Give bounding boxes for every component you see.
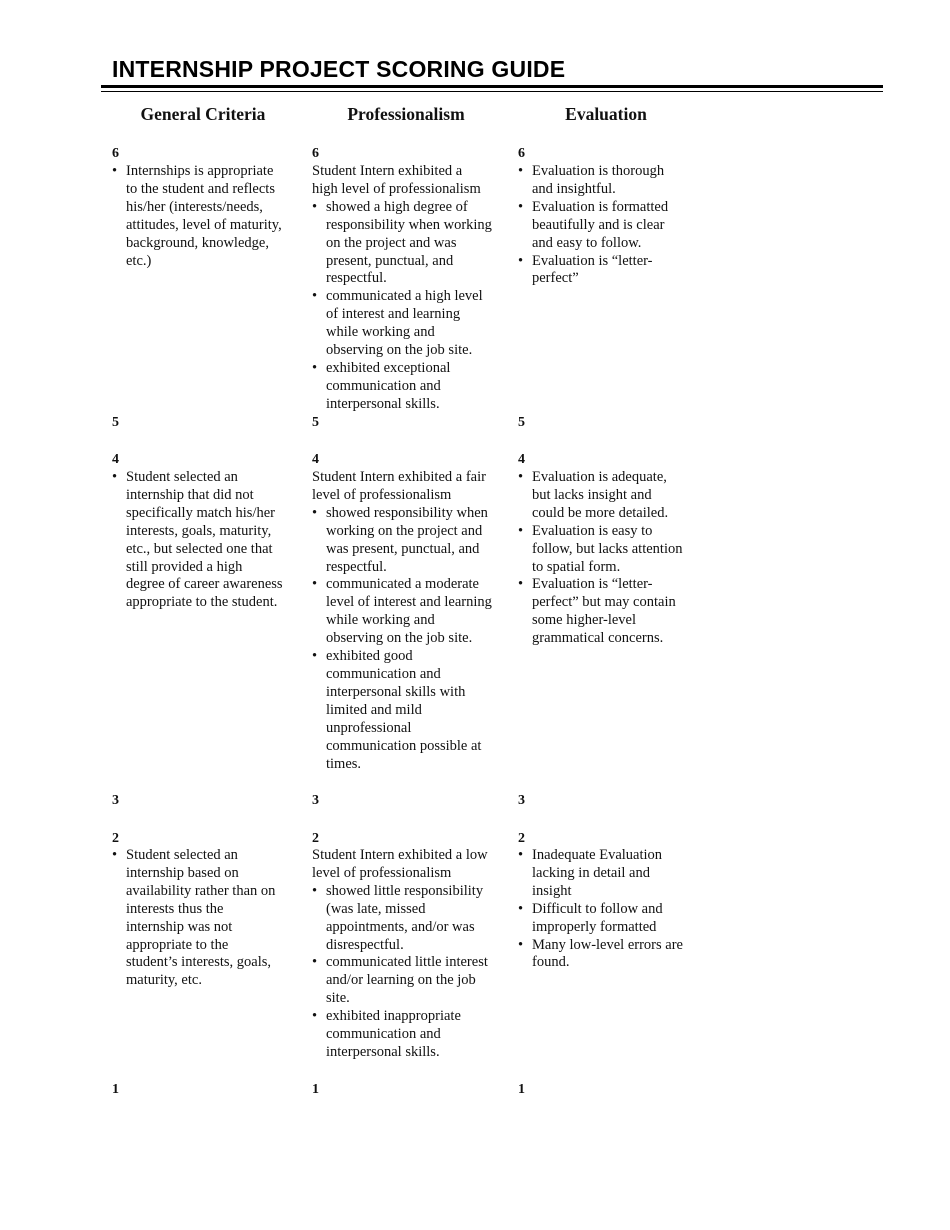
text-line: could be more detailed. xyxy=(532,504,669,521)
text-line: etc., but selected one that xyxy=(126,540,273,557)
text-line: Evaluation is “letter- xyxy=(532,576,653,593)
bullet-icon: • xyxy=(518,198,524,215)
text-line: appropriate to the student. xyxy=(126,594,278,611)
score-label: 3 xyxy=(518,793,525,808)
text-line: disrespectful. xyxy=(326,936,404,953)
text-line: perfect” xyxy=(532,270,579,287)
evaluation-score-2 xyxy=(518,847,708,972)
text-line: interpersonal skills. xyxy=(326,1043,440,1060)
bullet-item xyxy=(518,901,708,937)
bullet-icon: • xyxy=(312,648,318,665)
score-label: 6 xyxy=(312,146,319,161)
text-line: respectful. xyxy=(326,558,387,575)
score-label: 5 xyxy=(518,415,525,430)
bullet-icon: • xyxy=(312,198,318,215)
bullet-item xyxy=(518,937,708,973)
score-label: 1 xyxy=(518,1082,525,1097)
criteria-intro xyxy=(312,847,512,883)
bullet-item xyxy=(312,883,512,955)
text-line: site. xyxy=(326,990,350,1007)
text-line: Difficult to follow and xyxy=(532,900,663,917)
bullet-item xyxy=(112,163,308,270)
text-line: Student Intern exhibited a fair xyxy=(312,469,486,485)
bullet-text xyxy=(326,360,512,414)
bullet-text xyxy=(326,576,512,648)
text-line: observing on the job site. xyxy=(326,630,473,647)
text-line: while working and xyxy=(326,324,435,341)
text-line: Many low-level errors are xyxy=(532,936,683,953)
bullet-icon: • xyxy=(518,900,524,917)
text-line: communication and xyxy=(326,377,441,394)
bullet-item xyxy=(312,648,512,773)
text-line: Student selected an xyxy=(126,847,238,863)
bullet-text xyxy=(326,954,512,1008)
text-line: internship was not xyxy=(126,918,233,935)
bullet-list xyxy=(518,163,708,288)
bullet-list xyxy=(518,847,708,972)
bullet-text xyxy=(326,648,512,773)
text-line: interpersonal skills. xyxy=(326,395,440,412)
bullet-text xyxy=(532,523,708,577)
score-label: 4 xyxy=(518,452,525,467)
general-criteria-score-4 xyxy=(112,469,308,612)
text-line: appropriate to the xyxy=(126,936,229,953)
score-label: 1 xyxy=(112,1082,119,1097)
bullet-list xyxy=(312,199,512,414)
bullet-icon: • xyxy=(312,504,318,521)
bullet-icon: • xyxy=(518,936,524,953)
text-line: respectful. xyxy=(326,270,387,287)
text-line: grammatical concerns. xyxy=(532,630,664,647)
text-line: Evaluation is “letter- xyxy=(532,252,653,269)
text-line: interests, goals, maturity, xyxy=(126,522,272,539)
score-label: 6 xyxy=(518,146,525,161)
score-label: 4 xyxy=(112,452,119,467)
bullet-item xyxy=(312,576,512,648)
bullet-text xyxy=(126,163,308,270)
general-criteria-score-2 xyxy=(112,847,308,990)
bullet-item xyxy=(312,199,512,289)
text-line: lacking in detail and xyxy=(532,864,650,881)
text-line: Evaluation is thorough xyxy=(532,163,665,179)
text-line: to the student and reflects xyxy=(126,180,275,197)
text-line: internship based on xyxy=(126,864,239,881)
bullet-icon: • xyxy=(518,469,524,485)
text-line: attitudes, level of maturity, xyxy=(126,216,282,233)
text-line: observing on the job site. xyxy=(326,342,473,359)
bullet-text xyxy=(532,469,708,523)
bullet-text xyxy=(532,163,708,199)
bullet-icon: • xyxy=(518,522,524,539)
text-line: times. xyxy=(326,755,362,772)
bullet-item xyxy=(112,469,308,612)
bullet-text xyxy=(532,576,708,648)
text-line: interpersonal skills with xyxy=(326,683,466,700)
text-line: student’s interests, goals, xyxy=(126,954,271,971)
column-header-evaluation: Evaluation xyxy=(565,104,647,124)
bullet-item xyxy=(518,576,708,648)
bullet-text xyxy=(126,469,308,612)
bullet-icon: • xyxy=(312,954,318,971)
bullet-item xyxy=(312,1008,512,1062)
text-line: communication and xyxy=(326,665,441,682)
text-line: unprofessional xyxy=(326,719,412,736)
bullet-icon: • xyxy=(112,469,118,485)
bullet-item xyxy=(112,847,308,990)
text-line: follow, but lacks attention xyxy=(532,540,683,557)
criteria-intro xyxy=(312,163,512,199)
bullet-text xyxy=(532,937,708,973)
bullet-item xyxy=(312,954,512,1008)
bullet-list xyxy=(312,505,512,774)
text-line: showed a high degree of xyxy=(326,198,468,215)
text-line: Student Intern exhibited a low xyxy=(312,847,488,863)
bullet-item xyxy=(312,360,512,414)
text-line: and/or learning on the job xyxy=(326,972,476,989)
text-line: while working and xyxy=(326,612,435,629)
score-label: 5 xyxy=(312,415,319,430)
text-line: insight xyxy=(532,882,572,899)
title-underline-thin xyxy=(101,91,883,92)
column-header-general-criteria: General Criteria xyxy=(140,104,266,124)
bullet-text xyxy=(326,1008,512,1062)
bullet-icon: • xyxy=(312,288,318,305)
title-underline-thick xyxy=(101,85,883,88)
text-line: limited and mild xyxy=(326,701,422,718)
text-line: Internships is appropriate xyxy=(126,163,274,179)
text-line: exhibited inappropriate xyxy=(326,1008,461,1025)
text-line: Student Intern exhibited a xyxy=(312,163,463,179)
bullet-text xyxy=(532,199,708,253)
bullet-text xyxy=(532,901,708,937)
bullet-icon: • xyxy=(312,882,318,899)
bullet-list xyxy=(112,469,308,612)
evaluation-score-4 xyxy=(518,469,708,648)
criteria-intro xyxy=(312,469,512,505)
text-line: showed responsibility when xyxy=(326,504,488,521)
text-line: exhibited exceptional xyxy=(326,359,451,376)
bullet-item xyxy=(518,253,708,289)
text-line: exhibited good xyxy=(326,648,413,665)
text-line: communication and xyxy=(326,1026,441,1043)
text-line: communicated little interest xyxy=(326,954,488,971)
professionalism-score-2 xyxy=(312,847,512,1062)
bullet-list xyxy=(112,847,308,990)
text-line: degree of career awareness xyxy=(126,576,283,593)
general-criteria-score-6 xyxy=(112,163,308,270)
professionalism-score-4 xyxy=(312,469,512,773)
bullet-item xyxy=(518,163,708,199)
text-line: high level of professionalism xyxy=(312,180,481,197)
bullet-item xyxy=(518,523,708,577)
text-line: responsibility when working xyxy=(326,216,492,233)
text-line: maturity, etc. xyxy=(126,972,202,989)
text-line: showed little responsibility xyxy=(326,882,484,899)
evaluation-score-6 xyxy=(518,163,708,288)
bullet-item xyxy=(518,847,708,901)
text-line: level of professionalism xyxy=(312,864,452,881)
bullet-icon: • xyxy=(518,576,524,593)
text-line: to spatial form. xyxy=(532,558,621,575)
bullet-item xyxy=(312,505,512,577)
text-line: communication possible at xyxy=(326,737,482,754)
bullet-item xyxy=(518,199,708,253)
text-line: communicated a high level xyxy=(326,288,483,305)
page-title: INTERNSHIP PROJECT SCORING GUIDE xyxy=(112,56,566,82)
text-line: perfect” but may contain xyxy=(532,594,676,611)
text-line: beautifully and is clear xyxy=(532,216,665,233)
text-line: Evaluation is easy to xyxy=(532,522,653,539)
text-line: of interest and learning xyxy=(326,306,461,323)
text-line: Evaluation is adequate, xyxy=(532,469,667,485)
bullet-text xyxy=(326,199,512,289)
score-label: 1 xyxy=(312,1082,319,1097)
text-line: communicated a moderate xyxy=(326,576,479,593)
text-line: specifically match his/her xyxy=(126,504,275,521)
bullet-icon: • xyxy=(312,359,318,376)
text-line: (was late, missed xyxy=(326,900,426,917)
bullet-list xyxy=(112,163,308,270)
text-line: present, punctual, and xyxy=(326,252,454,269)
bullet-text xyxy=(532,253,708,289)
bullet-list xyxy=(312,883,512,1062)
bullet-icon: • xyxy=(518,847,524,863)
score-label: 2 xyxy=(518,831,525,846)
score-label: 2 xyxy=(312,831,319,846)
professionalism-score-6 xyxy=(312,163,512,414)
text-line: some higher-level xyxy=(532,612,636,629)
bullet-text xyxy=(326,883,512,955)
bullet-list xyxy=(518,469,708,648)
bullet-icon: • xyxy=(518,163,524,179)
text-line: availability rather than on xyxy=(126,882,276,899)
text-line: Evaluation is formatted xyxy=(532,198,669,215)
score-label: 2 xyxy=(112,831,119,846)
score-label: 3 xyxy=(112,793,119,808)
text-line: Inadequate Evaluation xyxy=(532,847,663,863)
bullet-text xyxy=(326,288,512,360)
text-line: Student selected an xyxy=(126,469,238,485)
column-header-professionalism: Professionalism xyxy=(347,104,465,124)
text-line: working on the project and xyxy=(326,522,483,539)
text-line: his/her (interests/needs, xyxy=(126,198,263,215)
bullet-icon: • xyxy=(312,1008,318,1025)
score-label: 4 xyxy=(312,452,319,467)
text-line: etc.) xyxy=(126,252,152,269)
text-line: was present, punctual, and xyxy=(326,540,480,557)
bullet-item xyxy=(312,288,512,360)
text-line: but lacks insight and xyxy=(532,486,652,503)
bullet-text xyxy=(126,847,308,990)
text-line: and insightful. xyxy=(532,180,616,197)
bullet-item xyxy=(518,469,708,523)
bullet-icon: • xyxy=(112,163,118,179)
bullet-icon: • xyxy=(312,576,318,593)
text-line: and easy to follow. xyxy=(532,234,642,251)
score-label: 6 xyxy=(112,146,119,161)
score-label: 5 xyxy=(112,415,119,430)
text-line: still provided a high xyxy=(126,558,243,575)
bullet-icon: • xyxy=(518,252,524,269)
text-line: found. xyxy=(532,954,570,971)
text-line: internship that did not xyxy=(126,486,254,503)
text-line: appointments, and/or was xyxy=(326,918,475,935)
text-line: level of professionalism xyxy=(312,486,452,503)
bullet-icon: • xyxy=(112,847,118,863)
text-line: background, knowledge, xyxy=(126,234,269,251)
text-line: level of interest and learning xyxy=(326,594,492,611)
text-line: on the project and was xyxy=(326,234,457,251)
text-line: improperly formatted xyxy=(532,918,657,935)
score-label: 3 xyxy=(312,793,319,808)
bullet-text xyxy=(326,505,512,577)
text-line: interests thus the xyxy=(126,900,224,917)
bullet-text xyxy=(532,847,708,901)
